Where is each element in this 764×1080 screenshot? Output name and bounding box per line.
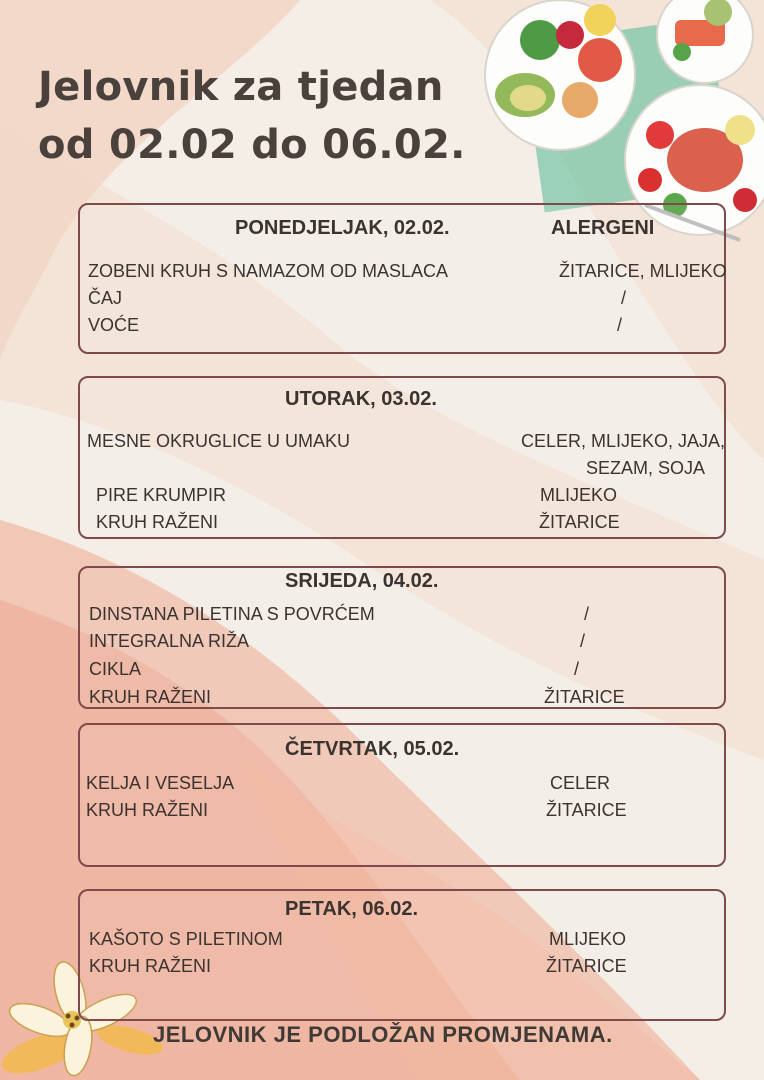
- dish-name: VOĆE: [88, 315, 140, 335]
- dish-allergens: MLIJEKO: [549, 929, 627, 949]
- dish-name: KELJA I VESELJA: [86, 773, 235, 793]
- day-heading: UTORAK, 03.02.: [285, 388, 437, 410]
- day-card-friday: [78, 889, 726, 1021]
- dish-allergens: /: [580, 631, 586, 651]
- day-heading: ČETVRTAK, 05.02.: [285, 738, 460, 760]
- day-heading: PONEDJELJAK, 02.02.: [235, 217, 450, 239]
- dish-name: CIKLA: [89, 659, 142, 679]
- dish-allergens: ŽITARICE: [539, 512, 620, 532]
- footer-note: JELOVNIK JE PODLOŽAN PROMJENAMA.: [153, 1022, 613, 1047]
- allergens-header: ALERGENI: [551, 217, 655, 239]
- title-line-2: od 02.02 do 06.02.: [38, 122, 466, 168]
- day-card-thursday: [78, 723, 726, 867]
- dish-allergens: CELER, MLIJEKO, JAJA,: [521, 431, 726, 451]
- dish-allergens: ŽITARICE: [546, 800, 627, 820]
- dish-allergens: /: [584, 604, 590, 624]
- dish-name: DINSTANA PILETINA S POVRĆEM: [89, 604, 375, 624]
- dish-allergens-continued: SEZAM, SOJA: [586, 458, 706, 478]
- dish-name: MESNE OKRUGLICE U UMAKU: [87, 431, 351, 451]
- dish-name: INTEGRALNA RIŽA: [89, 631, 250, 651]
- day-card-tuesday: [78, 376, 726, 539]
- day-heading: SRIJEDA, 04.02.: [285, 570, 439, 592]
- dish-allergens: ŽITARICE, MLIJEKO: [559, 261, 727, 281]
- dish-allergens: /: [621, 288, 627, 308]
- page-title: [38, 58, 466, 174]
- dish-name: KAŠOTO S PILETINOM: [89, 929, 283, 949]
- dish-allergens: CELER: [550, 773, 611, 793]
- dish-name: KRUH RAŽENI: [89, 687, 212, 707]
- title-line-1: Jelovnik za tjedan: [38, 64, 444, 110]
- dish-name: ČAJ: [88, 288, 123, 308]
- dish-name: KRUH RAŽENI: [89, 956, 212, 976]
- dish-allergens: /: [574, 659, 580, 679]
- dish-name: PIRE KRUMPIR: [96, 485, 227, 505]
- day-card-monday: [78, 203, 726, 354]
- dish-name: KRUH RAŽENI: [86, 800, 209, 820]
- dish-name: ZOBENI KRUH S NAMAZOM OD MASLACA: [88, 261, 449, 281]
- day-heading: PETAK, 06.02.: [285, 898, 419, 920]
- dish-allergens: /: [617, 315, 623, 335]
- salad-bowl-2: [657, 0, 753, 83]
- salad-bowl-1: [485, 0, 635, 150]
- dish-allergens: ŽITARICE: [544, 687, 625, 707]
- day-card-wednesday: [78, 566, 726, 709]
- dish-name: KRUH RAŽENI: [96, 512, 219, 532]
- dish-allergens: ŽITARICE: [546, 956, 627, 976]
- dish-allergens: MLIJEKO: [540, 485, 618, 505]
